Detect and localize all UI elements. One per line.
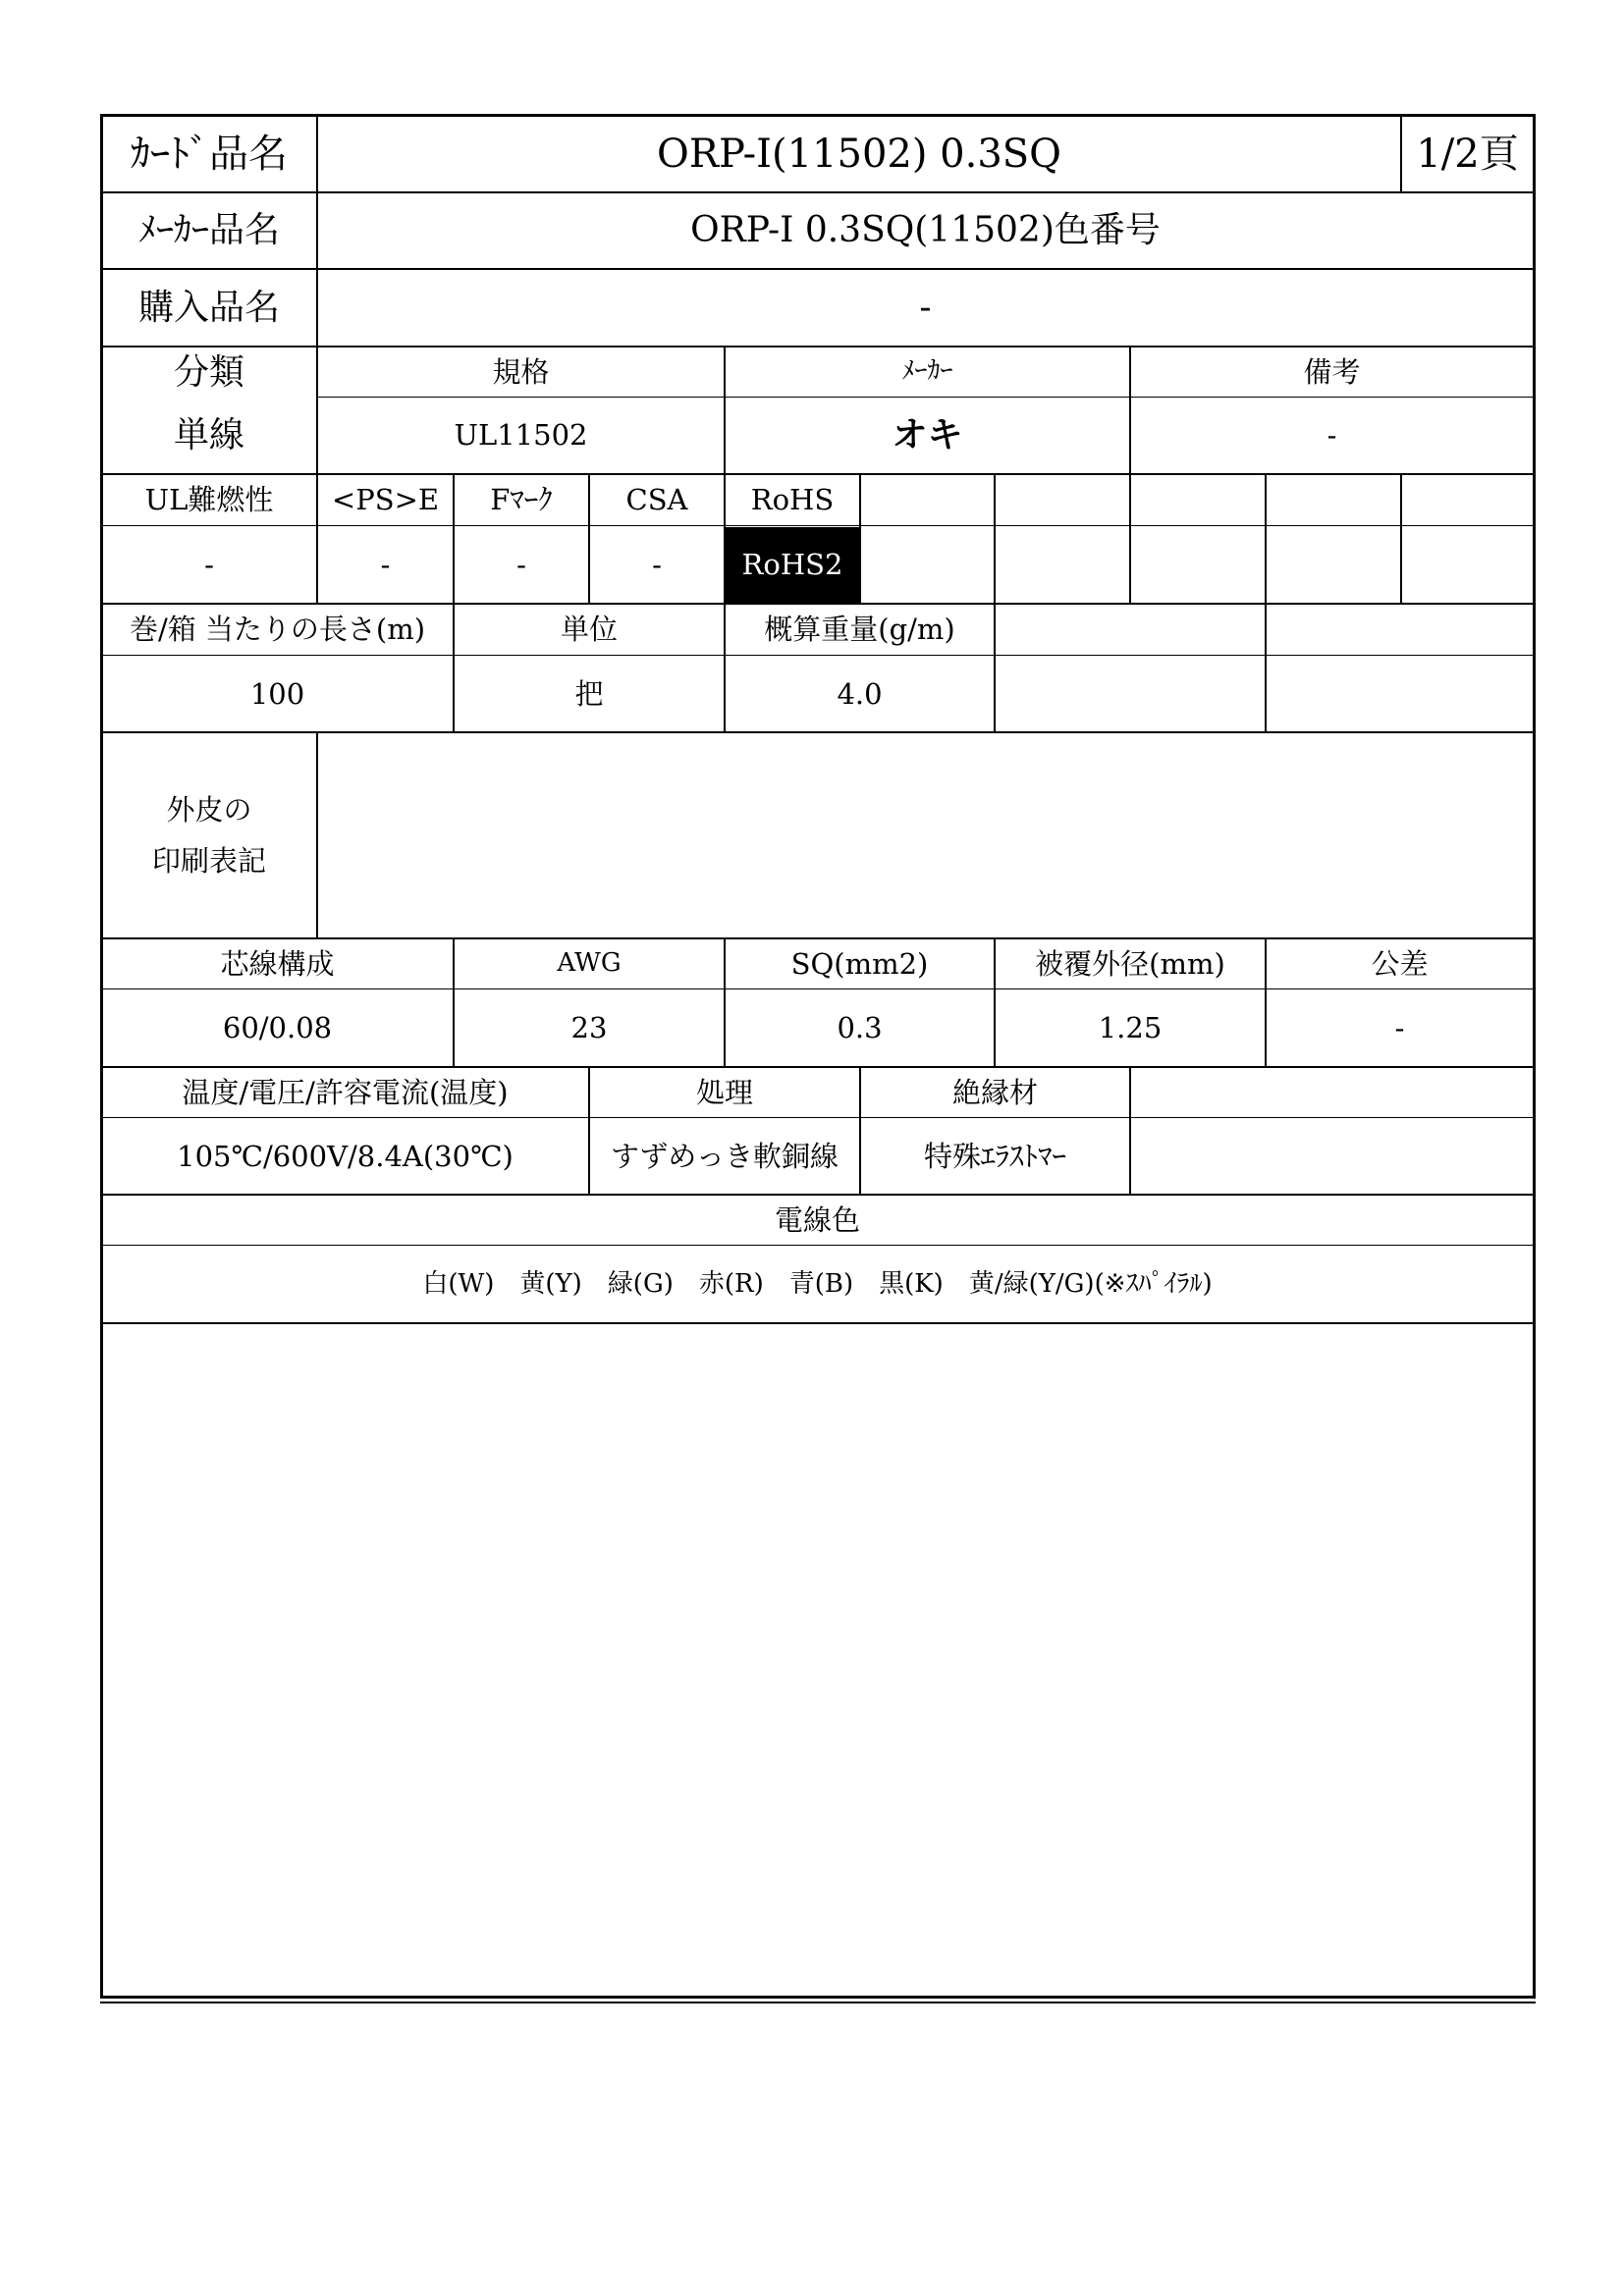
page-number: 1/2頁	[1416, 131, 1519, 177]
print-marking-value	[318, 733, 1533, 937]
card-name-value: ORP-I(11502) 0.3SQ	[657, 131, 1061, 177]
print-marking-label-line1: 外皮の	[166, 792, 252, 827]
cert-label-pse: <PS>E	[331, 483, 440, 517]
maker-label: ﾒｰｶｰ	[901, 356, 953, 387]
treatment-label: 処理	[695, 1075, 753, 1109]
conductor-value-tolerance: -	[1394, 1011, 1405, 1045]
maker-value: オキ	[892, 413, 963, 455]
conductor-label-outer-diameter: 被覆外径(mm)	[1035, 946, 1225, 981]
conductor-label-tolerance: 公差	[1371, 946, 1429, 981]
insulation-value: 特殊ｴﾗｽﾄﾏｰ	[923, 1139, 1066, 1173]
cert-value-f-mark: -	[516, 548, 526, 582]
standard-label: 規格	[492, 354, 550, 389]
remarks-label: 備考	[1303, 354, 1361, 389]
wire-color-value: 白(W) 黄(Y) 緑(G) 赤(R) 青(B) 黒(K) 黄/緑(Y/G)(※ｽﾊﾟｲﾗﾙ)	[422, 1268, 1213, 1299]
unit-label: 単位	[560, 613, 618, 647]
card-name-label: ｶｰﾄﾞ品名	[131, 131, 288, 177]
wire-color-label: 電線色	[774, 1202, 860, 1237]
conductor-label-structure: 芯線構成	[220, 946, 335, 981]
purchase-name-value: -	[919, 287, 932, 328]
print-marking-label-line2: 印刷表記	[151, 844, 266, 878]
cert-label-f-mark: Fﾏｰｸ	[490, 483, 553, 517]
maker-name-value: ORP-I 0.3SQ(11502)色番号	[690, 210, 1161, 251]
conductor-value-awg: 23	[570, 1011, 608, 1045]
conductor-label-sq: SQ(mm2)	[790, 946, 929, 981]
conductor-value-sq: 0.3	[837, 1011, 883, 1045]
cert-label-ul: UL難燃性	[144, 483, 274, 517]
notes-area	[102, 1324, 1533, 1996]
cert-label-csa: CSA	[625, 483, 688, 517]
cert-value-rohs: RoHS2	[726, 527, 859, 603]
cert-value-pse: -	[380, 548, 391, 582]
cert-value-ul: -	[204, 548, 214, 582]
rating-value: 105℃/600V/8.4A(30℃)	[177, 1139, 514, 1173]
rating-label: 温度/電圧/許容電流(温度)	[182, 1075, 509, 1109]
remarks-value: -	[1326, 418, 1337, 453]
weight-label: 概算重量(g/m)	[764, 613, 955, 647]
conductor-value-outer-diameter: 1.25	[1098, 1011, 1163, 1045]
cert-value-csa: -	[652, 548, 662, 582]
classification-label: 分類	[173, 351, 244, 393]
treatment-value: すずめっき軟銅線	[610, 1139, 839, 1173]
insulation-label: 絶縁材	[951, 1075, 1038, 1109]
purchase-name-label: 購入品名	[137, 287, 280, 328]
conductor-label-awg: AWG	[557, 948, 622, 979]
standard-value: UL11502	[454, 418, 588, 453]
maker-name-label: ﾒｰｶｰ品名	[137, 210, 280, 251]
cert-label-rohs: RoHS	[750, 483, 835, 517]
print-marking-label	[102, 733, 316, 937]
frame-double-bottom	[100, 2002, 1536, 2003]
conductor-value-structure: 60/0.08	[222, 1011, 333, 1045]
length-label: 巻/箱 当たりの長さ(m)	[129, 613, 426, 647]
unit-value: 把	[574, 676, 604, 711]
classification-value: 単線	[173, 414, 244, 455]
weight-value: 4.0	[837, 676, 883, 711]
length-value: 100	[249, 676, 305, 711]
